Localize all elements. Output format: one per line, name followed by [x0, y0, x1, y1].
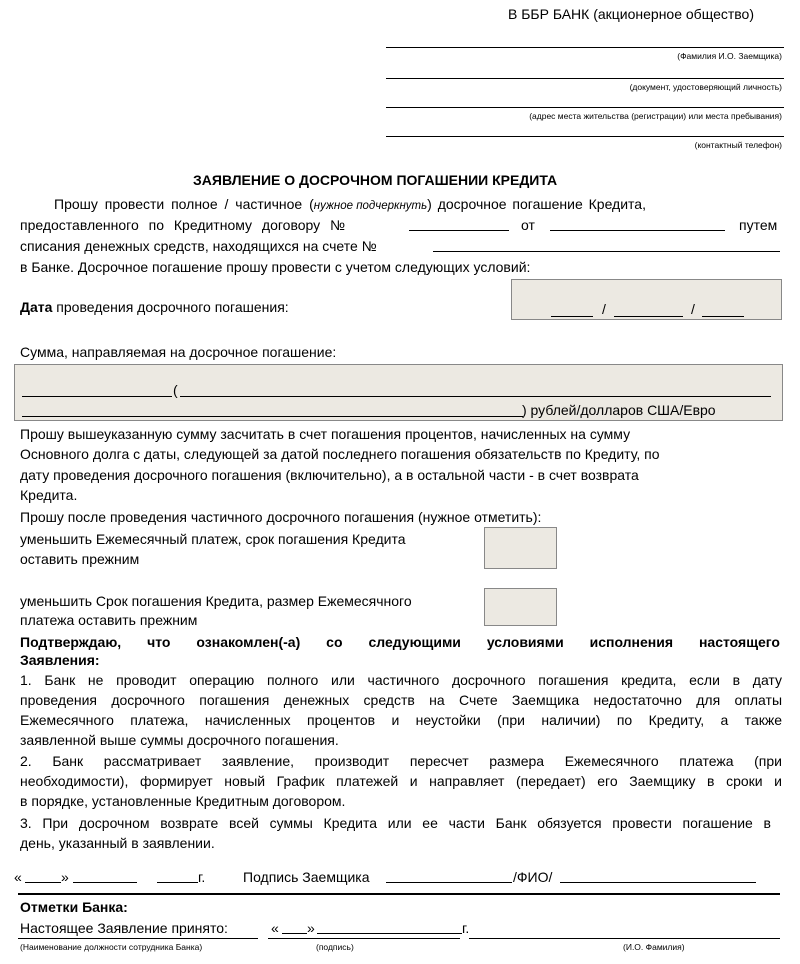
option1-checkbox[interactable] [484, 527, 557, 569]
sign-day-field[interactable] [25, 882, 61, 883]
intro-text-3: списания денежных средств, находящихся на счете № [20, 238, 377, 254]
bank-quote-close: » [307, 920, 315, 936]
document-title: ЗАЯВЛЕНИЕ О ДОСРОЧНОМ ПОГАШЕНИИ КРЕДИТА [193, 172, 558, 188]
date-separator-1: / [602, 301, 606, 317]
interest-line-4: Кредита. [20, 487, 78, 503]
intro-italic-note: нужное подчеркнуть [313, 200, 428, 212]
condition2-line-2: необходимости), формирует новый График платежей и направляет (передает) его Заемщику в сроки и [20, 773, 782, 789]
bank-day-field[interactable] [282, 933, 307, 934]
date-month-field[interactable] [614, 316, 683, 317]
sum-currency-text: ) рублей/долларов США/Евро [522, 402, 716, 418]
option2-line-1: уменьшить Срок погашения Кредита, размер Ежемесячного [20, 593, 412, 609]
date-day-field[interactable] [551, 316, 593, 317]
sum-paren-open: ( [173, 382, 178, 398]
intro-text-1b: ) досрочное погашение Кредита, [427, 196, 646, 212]
bank-quote-open: « [271, 920, 279, 936]
option2-checkbox[interactable] [484, 588, 557, 626]
bank-fio-line [469, 938, 780, 939]
condition1-line-1: 1. Банк не проводит операцию полного или частичного досрочного погашения кредита, если в дату [20, 672, 782, 688]
address-label: (адрес места жительства (регистрации) или места пребывания) [529, 111, 782, 121]
bank-position-line [18, 938, 258, 939]
confirm-heading-1 [20, 634, 780, 650]
interest-line-1: Прошу вышеуказанную сумму засчитать в счет погашения процентов, начисленных на сумму [20, 426, 631, 442]
bank-month-year-field[interactable] [317, 933, 462, 934]
intro-text-1a: Прошу провести полное / частичное ( [54, 196, 314, 212]
sum-label: Сумма, направляемая на досрочное погашение: [20, 344, 337, 360]
interest-line-3: дату проведения досрочного погашения (включительно), а в остальной части - в счет возврата [20, 467, 639, 483]
date-separator-2: / [691, 301, 695, 317]
borrower-fio-field[interactable] [560, 882, 756, 883]
bank-accepted-label: Настоящее Заявление принято: [20, 920, 228, 936]
confirm-heading-2: Заявления: [20, 652, 100, 668]
sign-quote-close: » [61, 869, 69, 885]
bank-year-suffix: г. [462, 920, 470, 936]
intro-text-2c: путем [739, 217, 778, 233]
option1-line-2: оставить прежним [20, 551, 140, 567]
condition1-line-3: Ежемесячного платежа, начисленных процентов и неустойки (при наличии) по Кредиту, а также [20, 712, 782, 728]
borrower-name-line [386, 47, 784, 48]
phone-line [386, 136, 784, 137]
bank-fio-label: (И.О. Фамилия) [623, 942, 685, 952]
intro-text-2a: предоставленного по Кредитному договору № [20, 217, 346, 233]
bank-signature-line [268, 938, 460, 939]
option1-line-1: уменьшить Ежемесячный платеж, срок погашения Кредита [20, 531, 406, 547]
sign-quote-open: « [14, 869, 22, 885]
date-label-bold: Дата [20, 299, 53, 315]
bank-name: В ББР БАНК (акционерное общество) [508, 6, 754, 22]
intro-text-2b: от [521, 217, 535, 233]
sign-year-field[interactable] [157, 882, 198, 883]
intro-text-4: в Банке. Досрочное погашение прошу провести с учетом следующих условий: [20, 259, 531, 275]
id-document-label: (документ, удостоверяющий личность) [629, 82, 782, 92]
phone-label: (контактный телефон) [694, 140, 782, 150]
sign-label: Подпись Заемщика [243, 869, 370, 885]
bank-position-label: (Наименование должности сотрудника Банка) [20, 942, 203, 952]
condition2-line-3: в порядке, установленные Кредитным договором. [20, 793, 346, 809]
bank-marks-title: Отметки Банка: [20, 899, 128, 915]
contract-date-field[interactable] [550, 230, 725, 231]
address-line [386, 107, 784, 108]
sum-words-field-2[interactable] [22, 416, 523, 417]
condition1-line-2: проведения досрочного погашения денежных средств на Счете Заемщика недостаточно для оплаты [20, 692, 782, 708]
interest-line-2: Основного долга с даты, следующей за датой последнего погашения обязательств по Кредиту, по [20, 446, 660, 462]
borrower-signature-field[interactable] [386, 882, 512, 883]
confirm-heading-1-text: Подтверждаю, что ознакомлен(-а) со следующими условиями исполнения настоящего [20, 634, 780, 650]
bank-signature-label: (подпись) [316, 942, 354, 952]
condition3-line-2: день, указанный в заявлении. [20, 835, 215, 851]
condition3-line-1: 3. При досрочном возврате всей суммы Кредита или ее части Банк обязуется провести погашение в [20, 815, 771, 831]
contract-number-field[interactable] [409, 230, 509, 231]
borrower-name-label: (Фамилия И.О. Заемщика) [677, 51, 782, 61]
account-number-field[interactable] [433, 251, 780, 252]
condition2-line-1: 2. Банк рассматривает заявление, производит пересчет размера Ежемесячного платежа (при [20, 753, 782, 769]
condition1-line-4: заявленной выше суммы досрочного погашения. [20, 732, 339, 748]
option2-line-2: платежа оставить прежним [20, 612, 198, 628]
sum-digits-field[interactable] [22, 396, 172, 397]
date-label-rest: проведения досрочного погашения: [52, 299, 289, 315]
partial-intro: Прошу после проведения частичного досрочного погашения (нужное отметить): [20, 509, 542, 525]
intro-line-1 [54, 196, 780, 214]
fio-label: /ФИО/ [513, 869, 553, 885]
sum-words-field-1[interactable] [180, 396, 771, 397]
id-document-line [386, 78, 784, 79]
sign-month-field[interactable] [73, 882, 137, 883]
sign-year-suffix: г. [198, 869, 206, 885]
bank-section-divider [18, 893, 780, 895]
date-year-field[interactable] [702, 316, 744, 317]
date-box[interactable] [511, 279, 782, 320]
date-label [20, 299, 289, 315]
